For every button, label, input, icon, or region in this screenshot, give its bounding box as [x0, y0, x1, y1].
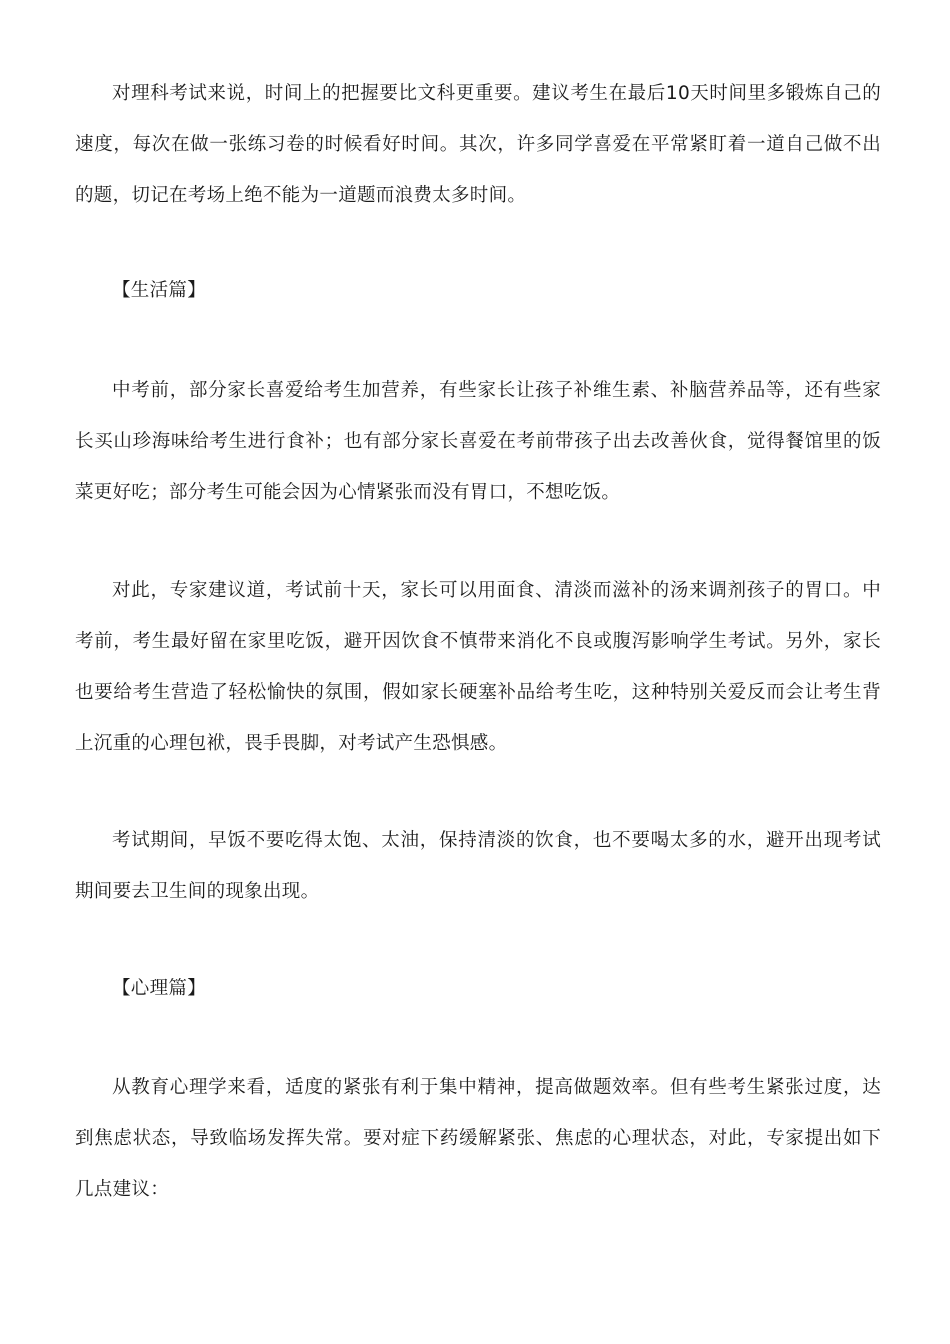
section-heading-life: 【生活篇】: [112, 280, 207, 301]
section-heading-psychology: 【心理篇】: [112, 978, 207, 999]
paragraph-exam-period: 考试期间，早饭不要吃得太饱、太油，保持清淡的饮食，也不要喝太多的水，避开出现考试期间要去卫生间的现象出现。: [75, 830, 881, 902]
paragraph-psychology: 从教育心理学来看，适度的紧张有利于集中精神，提高做题效率。但有些考生紧张过度，达到焦虑状态，导致临场发挥失常。要对症下药缓解紧张、焦虑的心理状态，对此，专家提出如下几点建议：: [75, 1077, 881, 1200]
paragraph-nutrition: 中考前，部分家长喜爱给考生加营养，有些家长让孩子补维生素、补脑营养品等，还有些家长买山珍海味给考生进行食补；也有部分家长喜爱在考前带孩子出去改善伙食，觉得餐馆里的饭菜更好吃；部分考生可能会因为心情紧张而没有胃口，不想吃饭。: [75, 380, 881, 503]
paragraph-time-management: 对理科考试来说，时间上的把握要比文科更重要。建议考生在最后10天时间里多锻炼自己的速度，每次在做一张练习卷的时候看好时间。其次，许多同学喜爱在平常紧盯着一道自己做不出的题，切记在考场上绝不能为一道题而浪费太多时间。: [75, 83, 881, 206]
paragraph-expert-advice: 对此，专家建议道，考试前十天，家长可以用面食、清淡而滋补的汤来调剂孩子的胃口。中考前，考生最好留在家里吃饭，避开因饮食不慎带来消化不良或腹泻影响学生考试。另外，家长也要给考生营造了轻松愉快的氛围，假如家长硬塞补品给考生吃，这种特别关爱反而会让考生背上沉重的心理包袱，畏手畏脚，对考试产生恐惧感。: [75, 580, 881, 754]
